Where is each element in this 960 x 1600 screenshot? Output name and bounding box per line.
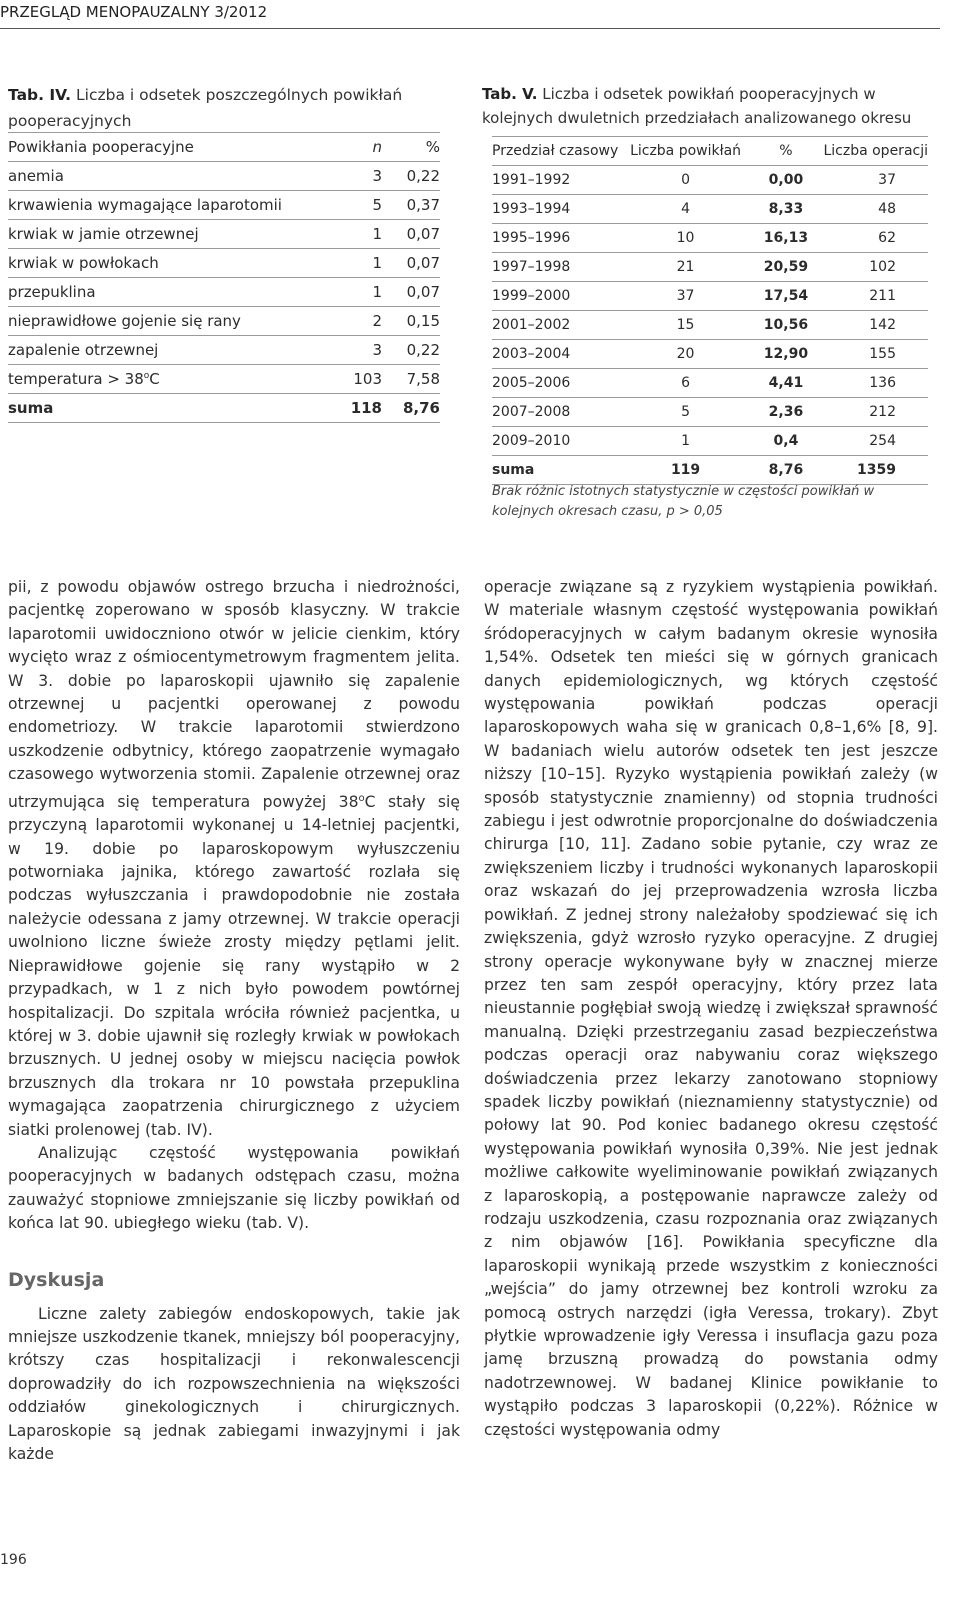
paragraph-text: C stały się przyczyną laparotomii wykonanej u 14-letniej pacjentki, w 19. dobie po laparoskopowym wyłuszczeniu potworniaka jajnika, którego zawartość rozlała się podczas wyłuszczania i prawdopodobnie nie została należycie odessana z jamy otrzewnej. W trakcie operacji uwolniono liczne świeże zrosty między pętlami jelit. Nieprawidłowe gojenie się rany wystąpiło w 2 przypadkach, w 1 z nich było powodem powtórnej hospitalizacji. Do szpitala wróciła również pacjentka, u której w 3. dobie ujawnił się rozległy krwiak w powłokach brzusznych. U jednej osoby w miejscu nacięcia powłok brzusznych dla trokara nr 10 powstała przepuklina wymagająca zaopatrzenia chirurgicznego z użyciem siatki prolenowej (tab. IV). bbox=[8, 792, 460, 1139]
table-iv-title: Liczba i odsetek poszczególnych powikłań pooperacyjnych bbox=[8, 86, 403, 130]
table-cell: 155 bbox=[823, 340, 928, 369]
table-cell: 136 bbox=[823, 369, 928, 398]
table-row bbox=[492, 340, 928, 369]
table-row bbox=[8, 336, 440, 365]
degree-superscript: o bbox=[143, 371, 150, 381]
table-row bbox=[492, 427, 928, 456]
table-cell: 103 bbox=[330, 365, 382, 394]
column-header: Powikłania pooperacyjne bbox=[8, 133, 330, 162]
table-cell: 1359 bbox=[823, 456, 928, 485]
table-row bbox=[492, 166, 928, 195]
table-row bbox=[8, 365, 440, 394]
table-cell: 48 bbox=[823, 195, 928, 224]
table-cell: 21 bbox=[623, 253, 749, 282]
table-cell: 1 bbox=[330, 220, 382, 249]
table-cell: 12,90 bbox=[748, 340, 823, 369]
table-iv bbox=[8, 132, 440, 423]
table-cell: 0,4 bbox=[748, 427, 823, 456]
table-cell: przepuklina bbox=[8, 278, 330, 307]
temperature-label: temperatura > 38 bbox=[8, 370, 144, 388]
table-row bbox=[8, 162, 440, 191]
table-row bbox=[492, 282, 928, 311]
table-cell: 0,22 bbox=[382, 162, 440, 191]
table-cell: anemia bbox=[8, 162, 330, 191]
table-cell: 5 bbox=[623, 398, 749, 427]
column-header: Przedział czasowy bbox=[492, 137, 623, 166]
table-row bbox=[492, 195, 928, 224]
table-v-label: Tab. V. bbox=[482, 85, 538, 103]
table-v-title: Liczba i odsetek powikłań pooperacyjnych w kolejnych dwuletnich przedziałach analizowanego okresu bbox=[482, 85, 912, 127]
table-cell: 7,58 bbox=[382, 365, 440, 394]
table-row bbox=[492, 369, 928, 398]
body-paragraph bbox=[8, 576, 460, 1142]
table-cell: 17,54 bbox=[748, 282, 823, 311]
table-v-caption bbox=[482, 82, 942, 130]
table-cell: 0,07 bbox=[382, 220, 440, 249]
table-cell: 8,33 bbox=[748, 195, 823, 224]
header-divider bbox=[0, 28, 940, 29]
table-cell: 0,00 bbox=[748, 166, 823, 195]
table-cell: 3 bbox=[330, 336, 382, 365]
table-cell: 1995–1996 bbox=[492, 224, 623, 253]
table-cell: nieprawidłowe gojenie się rany bbox=[8, 307, 330, 336]
table-cell: 4,41 bbox=[748, 369, 823, 398]
paragraph-text: pii, z powodu objawów ostrego brzucha i niedrożności, pacjentkę zoperowano w sposób klasyczny. W trakcie laparotomii uwidoczniono otwór w jelicie cienkim, który wycięto wraz z ośmiocentymetrowym fragmentem jelita. W 3. dobie po laparoskopii ujawniło się zapalenie otrzewnej u pacjentki operowanej z powodu endometriozy. W trakcie laparotomii stwierdzono uszkodzenie odbytnicy, którego zaopatrzenie wymagało czasowego wytworzenia stomii. Zapalenie otrzewnej oraz utrzymująca się temperatura powyżej 38 bbox=[8, 578, 460, 811]
table-iv-caption bbox=[8, 82, 448, 134]
table-row bbox=[492, 224, 928, 253]
table-cell: 15 bbox=[623, 311, 749, 340]
table-row bbox=[8, 249, 440, 278]
table-cell: 1999–2000 bbox=[492, 282, 623, 311]
column-header: n bbox=[330, 133, 382, 162]
table-cell: 8,76 bbox=[748, 456, 823, 485]
page-number: 196 bbox=[0, 1552, 27, 1568]
table-cell: 0 bbox=[623, 166, 749, 195]
table-cell: krwiak w powłokach bbox=[8, 249, 330, 278]
table-cell: 0,37 bbox=[382, 191, 440, 220]
table-cell: 119 bbox=[623, 456, 749, 485]
table-cell: 8,76 bbox=[382, 394, 440, 423]
table-iv-header-row bbox=[8, 133, 440, 162]
degree-superscript: o bbox=[358, 792, 365, 804]
table-cell: 6 bbox=[623, 369, 749, 398]
table-cell: 10,56 bbox=[748, 311, 823, 340]
table-cell: 62 bbox=[823, 224, 928, 253]
table-v-header-row bbox=[492, 137, 928, 166]
table-cell: 1 bbox=[330, 278, 382, 307]
celsius-unit: C bbox=[149, 370, 160, 388]
table-cell: 1993–1994 bbox=[492, 195, 623, 224]
body-right-column bbox=[484, 576, 938, 1442]
journal-header: PRZEGLĄD MENOPAUZALNY 3/2012 bbox=[0, 3, 268, 21]
table-cell: 16,13 bbox=[748, 224, 823, 253]
table-cell: 1997–1998 bbox=[492, 253, 623, 282]
table-sum-row bbox=[492, 456, 928, 485]
body-paragraph: Analizując częstość występowania powikłań pooperacyjnych w badanych odstępach czasu, można zauważyć stopniowe zmniejszanie się liczby powikłań od końca lat 90. ubiegłego wieku (tab. V). bbox=[8, 1143, 460, 1233]
table-cell: suma bbox=[8, 394, 330, 423]
table-row bbox=[8, 307, 440, 336]
body-paragraph: Liczne zalety zabiegów endoskopowych, takie jak mniejsze uszkodzenie tkanek, mniejszy ból pooperacyjny, krótszy czas hospitalizacji i rekonwalescencji doprowadziły do ich rozpowszechnienia na większości oddziałów ginekologicznych i chirurgicznych. Laparoskopie są jednak zabiegami inwazyjnymi i jak każde bbox=[8, 1304, 460, 1463]
table-cell: 142 bbox=[823, 311, 928, 340]
table-cell: 1 bbox=[623, 427, 749, 456]
table-cell: 2007–2008 bbox=[492, 398, 623, 427]
table-row bbox=[492, 311, 928, 340]
table-cell: 2009–2010 bbox=[492, 427, 623, 456]
table-row bbox=[492, 398, 928, 427]
table-cell: 20,59 bbox=[748, 253, 823, 282]
table-row bbox=[8, 278, 440, 307]
table-cell: 1 bbox=[330, 249, 382, 278]
table-cell: suma bbox=[492, 456, 623, 485]
table-cell: 211 bbox=[823, 282, 928, 311]
table-row bbox=[492, 253, 928, 282]
column-header: Liczba operacji bbox=[823, 137, 928, 166]
table-sum-row bbox=[8, 394, 440, 423]
table-cell: 1991–1992 bbox=[492, 166, 623, 195]
section-heading: Dyskusja bbox=[8, 1268, 105, 1291]
table-cell: 37 bbox=[823, 166, 928, 195]
table-cell: zapalenie otrzewnej bbox=[8, 336, 330, 365]
table-cell: 5 bbox=[330, 191, 382, 220]
table-row bbox=[8, 191, 440, 220]
table-cell: 37 bbox=[623, 282, 749, 311]
table-cell: 2005–2006 bbox=[492, 369, 623, 398]
table-cell: 0,15 bbox=[382, 307, 440, 336]
column-header: % bbox=[748, 137, 823, 166]
table-cell: krwawienia wymagające laparotomii bbox=[8, 191, 330, 220]
table-row bbox=[8, 220, 440, 249]
body-paragraph: operacje związane są z ryzykiem wystąpienia powikłań. W materiale własnym częstość występowania powikłań śródoperacyjnych w całym badanym okresie wynosiła 1,54%. Odsetek ten mieści się w górnych granicach danych epidemiologicznych, wg których częstość występowania powikłań podczas operacji laparoskopowych waha się w granicach 0,8–1,6% [8, 9]. W badaniach wielu autorów odsetek ten jest jeszcze niższy [10–15]. Ryzyko wystąpienia powikłań zależy (w sposób statystycznie znamienny) od stopnia trudności zabiegu i jest odwrotnie proporcjonalne do doświadczenia chirurga [10, 11]. Zadano sobie pytanie, czy wraz ze zwiększeniem liczby i trudności wykonanych laparoskopii oraz wskazań do jej przeprowadzenia wzrosła liczba powikłań. Z jednej strony należałoby spodziewać się ich zwiększenia, gdyż wzrosło ryzyko operacyjne. Z drugiej strony operacje wykonywane były w znacznej mierze przez ten sam zespół operacyjny, który przez lata nieustannie pogłębiał swoją wiedzę i zwiększał sprawność manualną. Dzięki przestrzeganiu zasad bezpieczeństwa podczas operacji oraz nabywaniu coraz większego doświadczenia przez lekarzy zanotowano stopniowy spadek liczby powikłań (nieznamienny statystycznie) od połowy lat 90. Pod koniec badanego okresu częstość występowania powikłań wynosiła 0,39%. Nie jest jednak możliwe całkowite wyeliminowanie powikłań związanych z laparoskopią, a postępowanie naprawcze zależy od rodzaju uszkodzenia, czasu rozpoznania oraz związanych z nim objawów [16]. Powikłania specyficzne dla laparoskopii wynikają przede wszystkim z konieczności „wejścia” do jamy otrzewnej bez kontroli wzroku za pomocą ostrych narzędzi (igła Veressa, trokary). Zbyt płytkie wprowadzenie igły Veressa i insuflacja gazu poza jamę brzuszną prowadzą do powstania odmy nadotrzewnowej. W badanej Klinice powikłanie to wystąpiło podczas 3 laparoskopii (0,22%). Różnice w częstości występowania odmy bbox=[484, 578, 938, 1439]
body-left-column bbox=[8, 576, 460, 1466]
table-cell: 2001–2002 bbox=[492, 311, 623, 340]
table-cell: 3 bbox=[330, 162, 382, 191]
table-v bbox=[492, 136, 928, 485]
table-cell: 20 bbox=[623, 340, 749, 369]
table-cell: 0,07 bbox=[382, 249, 440, 278]
table-cell: 4 bbox=[623, 195, 749, 224]
table-cell: 0,22 bbox=[382, 336, 440, 365]
table-cell: 102 bbox=[823, 253, 928, 282]
table-cell: 254 bbox=[823, 427, 928, 456]
table-v-note: Brak różnic istotnych statystycznie w częstości powikłań w kolejnych okresach czasu, p > 0,05 bbox=[492, 484, 875, 519]
column-header: % bbox=[382, 133, 440, 162]
table-cell: 2,36 bbox=[748, 398, 823, 427]
table-cell: 118 bbox=[330, 394, 382, 423]
table-cell: 212 bbox=[823, 398, 928, 427]
table-cell bbox=[8, 365, 330, 394]
table-iv-label: Tab. IV. bbox=[8, 86, 72, 104]
table-cell: 0,07 bbox=[382, 278, 440, 307]
column-header: Liczba powikłań bbox=[623, 137, 749, 166]
table-cell: 10 bbox=[623, 224, 749, 253]
table-cell: krwiak w jamie otrzewnej bbox=[8, 220, 330, 249]
table-cell: 2003–2004 bbox=[492, 340, 623, 369]
table-cell: 2 bbox=[330, 307, 382, 336]
